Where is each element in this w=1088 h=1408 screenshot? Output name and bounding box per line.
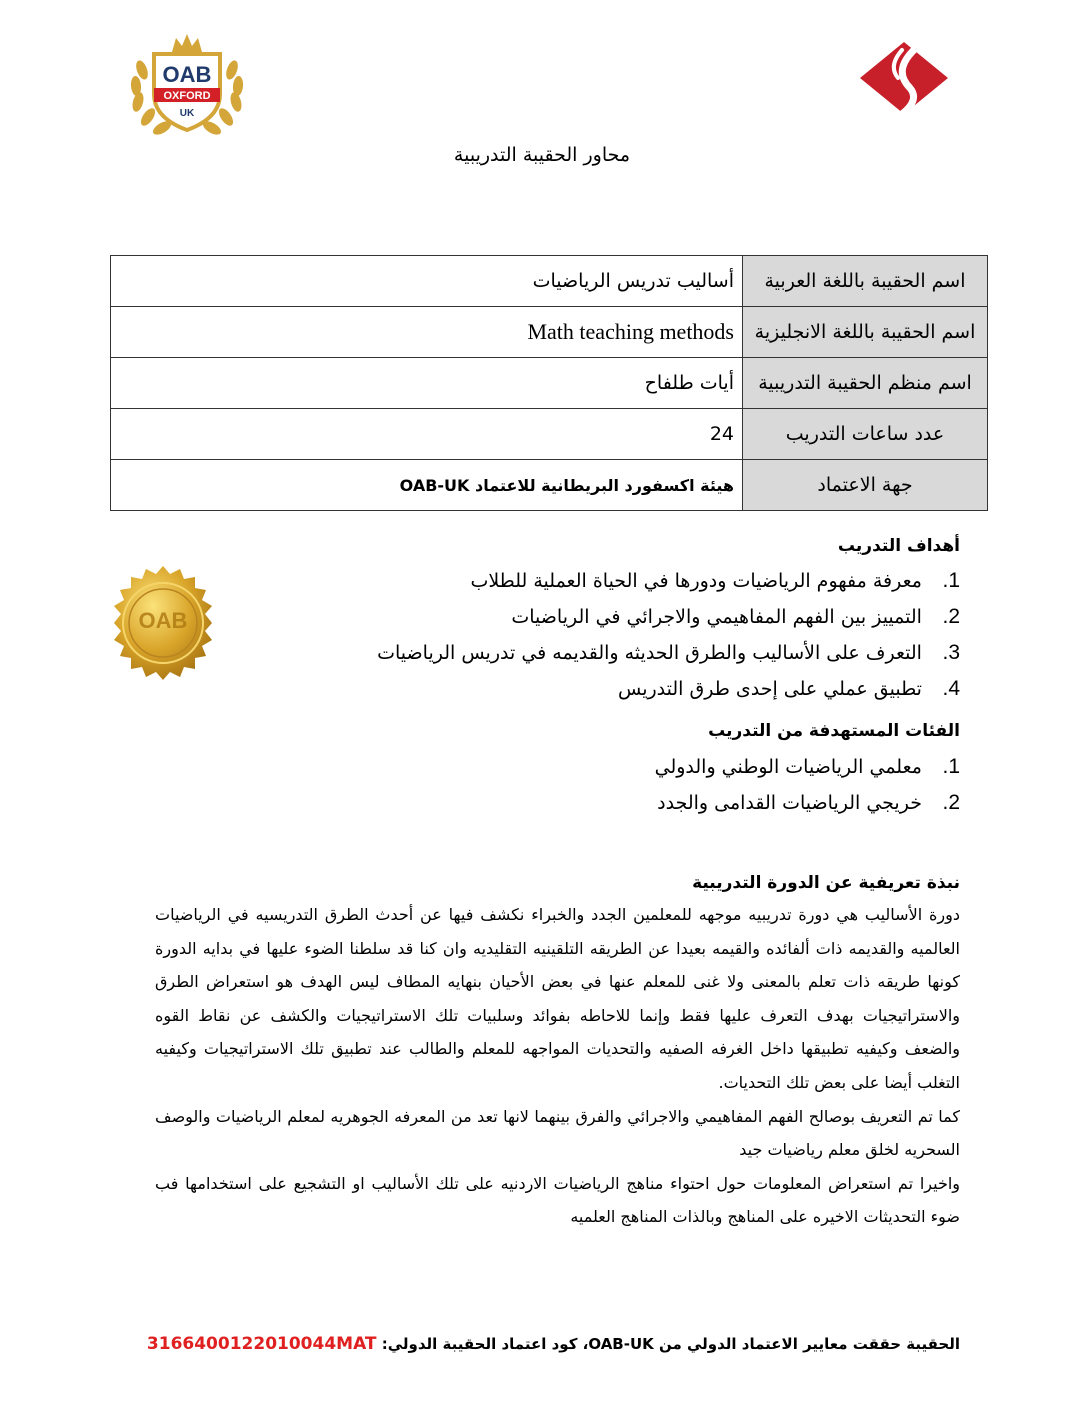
list-item: [377, 635, 960, 671]
list-item: [377, 671, 960, 707]
about-paragraph: واخيرا تم استعراض المعلومات حول احتواء مناهج الرياضيات الاردنيه على تلك الأساليب او التشجيع على استخدامها فب ضوء التحديثات الاخيره على المناهج وبالذات المناهج العلميه: [155, 1173, 960, 1227]
table-row: [111, 358, 988, 409]
logo-country: UK: [179, 108, 195, 119]
accreditation-code: 3166400122010044MAT: [146, 1334, 377, 1354]
brand-diamond-logo: [858, 40, 950, 116]
table-row: [111, 409, 988, 460]
page-title-text: محاور الحقيبة التدريبية: [453, 144, 631, 166]
row-label-english-name: اسم الحقيبة باللغة الانجليزية: [743, 307, 988, 358]
objectives-list: [377, 563, 960, 707]
target-groups-list: [655, 749, 960, 821]
row-label-hours: عدد ساعات التدريب: [743, 409, 988, 460]
page-title: [0, 144, 1088, 166]
row-label-arabic-name: اسم الحقيبة باللغة العربية: [743, 256, 988, 307]
list-number: 3.: [942, 641, 960, 664]
table-row: [111, 460, 988, 511]
list-text: خريجي الرياضيات القدامى والجدد: [657, 792, 922, 814]
list-text: تطبيق عملي على إحدى طرق التدريس: [617, 678, 922, 700]
target-groups-heading: الفئات المستهدفة من التدريب: [708, 721, 960, 741]
row-value-hours: 24: [111, 409, 743, 460]
row-label-accreditation: جهة الاعتماد: [743, 460, 988, 511]
gold-accreditation-seal: [104, 564, 222, 682]
list-number: 2.: [942, 605, 960, 628]
list-number: 1.: [942, 755, 960, 778]
objectives-heading: أهداف التدريب: [837, 536, 960, 556]
table-row: [111, 307, 988, 358]
list-item: [655, 785, 960, 821]
footer-text: الحقيبة حققت معايير الاعتماد الدولي من OAB-UK، كود اعتماد الحقيبة الدولي:: [376, 1335, 960, 1353]
list-text: التعرف على الأساليب والطرق الحديثه والقديمه في تدريس الرياضيات: [377, 642, 922, 664]
footer-accreditation: [147, 1334, 960, 1354]
list-item: [377, 599, 960, 635]
logo-sub: OXFORD: [163, 90, 211, 102]
svg-text:OAB: OAB: [138, 608, 188, 633]
row-value-accreditation: هيئة اكسفورد البريطانية للاعتماد OAB-UK: [111, 460, 743, 511]
list-item: [655, 749, 960, 785]
about-heading: نبذة تعريفية عن الدورة التدريبية: [692, 873, 960, 893]
list-number: 2.: [942, 791, 960, 814]
row-value-english-name: Math teaching methods: [111, 307, 743, 358]
table-row: [111, 256, 988, 307]
about-paragraph: كما تم التعريف بوصالح الفهم المفاهيمي والاجرائي والفرق بينهما لانها تعد من المعرفه الجوهريه لمعلم الرياضيات والوصف السحريه لخلق معلم رياضيات جيد: [155, 1106, 960, 1160]
list-number: 1.: [942, 569, 960, 592]
about-paragraph: دورة الأساليب هي دورة تدريبيه موجهه للمعلمين الجدد والخبراء نكشف فيها عن أحدث الطرق التدريسيه في الرياضيات العالميه والقديمه ذات ألفائده والقيمه بعيدا عن الطريقه التلقينيه التقليديه وان كنا قد سلطنا الضوء عليها في بدايه الدورة كونها طريقه ذات تعلم بالمعنى ولا غنى للمعلم عنها في بعض الأحيان بنهايه المطاف ليس الهدف هو استعراض الطرق والاستراتيجيات بهدف التعرف عليها فقط وإنما للاحاطه بفوائد وسلبيات تلك الاستراتيجيات والكشف عن نقاط القوه والضعف وكيفيه تطبيقها داخل الغرفه الصفيه والتحديات المواجهه للمعلم والطالب عند تطبيق تلك الاستراتيجيات وكيفيه التغلب أيضا على بعض تلك التحديات.: [155, 905, 960, 1092]
list-text: معلمي الرياضيات الوطني والدولي: [654, 756, 922, 778]
list-number: 4.: [942, 677, 960, 700]
list-text: معرفة مفهوم الرياضيات ودورها في الحياة العملية للطلاب: [470, 570, 922, 592]
about-body: [155, 898, 960, 1234]
row-value-organizer: أيات طلفاح: [111, 358, 743, 409]
course-info-table: [110, 255, 988, 511]
logo-text: OAB: [162, 62, 212, 87]
list-text: التمييز بين الفهم المفاهيمي والاجرائي في الرياضيات: [511, 606, 922, 628]
oab-oxford-logo: [124, 30, 250, 142]
list-item: [377, 563, 960, 599]
row-value-arabic-name: أساليب تدريس الرياضيات: [111, 256, 743, 307]
row-label-organizer: اسم منظم الحقيبة التدريبية: [743, 358, 988, 409]
